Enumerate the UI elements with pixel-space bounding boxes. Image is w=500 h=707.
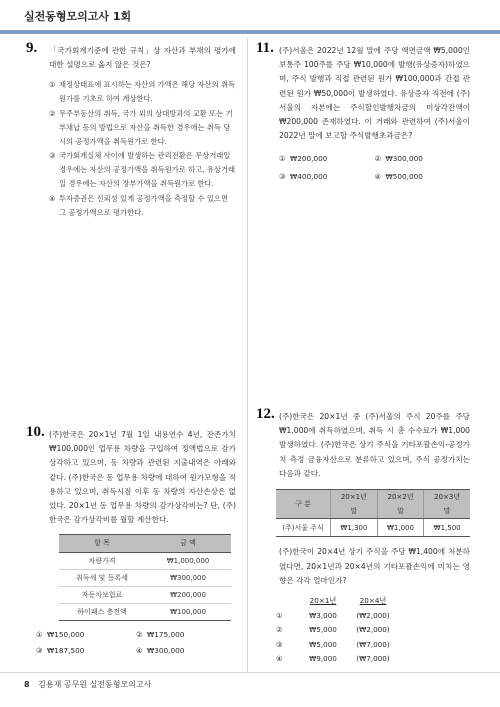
table-header: 항 목: [59, 535, 145, 552]
option-1[interactable]: ① ₩150,000: [36, 630, 85, 640]
option-4[interactable]: ④ ₩500,000: [374, 172, 423, 182]
option-4[interactable]: ④ 투자증권은 신뢰성 있게 공정가액을 측정할 수 있으면 그 공정가액으로 평가한다.: [49, 193, 228, 217]
table-row: 하이패스 충전액 ₩100,000: [59, 604, 231, 621]
header-bar: [0, 30, 500, 34]
option-3[interactable]: ③ ₩187,500: [36, 646, 85, 656]
option-1[interactable]: ① ₩200,000: [279, 154, 328, 164]
footer-rule: [0, 672, 500, 673]
fair-value-table: [276, 489, 470, 537]
option-3[interactable]: ③ ₩5,000 (₩7,000): [276, 639, 390, 649]
table-row: 취득세 및 등록세 ₩300,000: [59, 569, 231, 586]
option-list: [256, 153, 470, 183]
option-list: [26, 629, 236, 657]
table-header: 20×1년 말: [331, 490, 378, 519]
question-number: 10.: [26, 424, 45, 440]
question-number: 12.: [256, 406, 275, 422]
option-1[interactable]: ① ₩3,000 (₩2,000): [276, 610, 390, 620]
table-row: 자동차보험료 ₩200,000: [59, 587, 231, 604]
question-stem: (주)서울은 2022년 12월 말에 주당 액면금액 ₩5,000인 보통주 100주를 주당 ₩10,000에 발행(유상증자)하였으며, 주식 발행과 직접 관련된 원가 ₩100,000과 간접 관련된 원가 ₩50,000이 발생하였다. 유상증자 직전에 (주)서울의 자본에는 주식할인발행차금의 미상각잔액이 ₩200,000 존재하였다. 이 거래와 관련하여 (주)서울이 2022년 말에 보고할 주식발행초과금은?: [279, 46, 470, 141]
option-3[interactable]: ③ 국가회계실체 사이에 발생하는 관리전환은 무상거래일 경우에는 자산의 공정가액을 취득원가로 하고, 유상거래일 경우에는 자산의 장부가액을 취득원가로 한다.: [49, 151, 236, 188]
column-divider: [247, 38, 248, 672]
question-9: [26, 40, 236, 220]
table-header: 20×2년 말: [377, 490, 424, 519]
question-stem: (주)한국은 20×1년 중 (주)서울의 주식 20주를 주당 ₩1,000에 취득하였으며, 취득 시 총 수수료가 ₩1,000 발생하였다. (주)한국은 상기 주식을 기타포괄손익-공정가치 측정 금융자산으로 분류하고 있으며, 주식 공정가치는 다음과 같다.: [279, 412, 470, 478]
option-2[interactable]: ② ₩300,000: [374, 154, 423, 164]
option-list: [256, 594, 470, 667]
exam-title: 실전동형모의고사 1회: [24, 10, 132, 23]
option-headers: 20×1년 20×4년: [309, 596, 387, 606]
option-4[interactable]: ④ ₩300,000: [136, 646, 185, 656]
option-list: [26, 78, 236, 219]
page-number: 8: [24, 680, 30, 689]
question-number: 11.: [256, 40, 274, 56]
question-number: 9.: [26, 40, 38, 56]
question-12: [256, 406, 470, 667]
question-10: [26, 424, 236, 657]
question-11: [256, 40, 470, 183]
option-2[interactable]: ② 무주부동산의 취득, 국가 외의 상대방과의 교환 또는 기부채납 등의 방법으로 자산을 취득한 경우에는 취득 당시의 공정가액을 취득원가로 한다.: [49, 109, 233, 146]
footer-text: 김용재 공무원 실전동형모의고사: [38, 680, 152, 689]
table-row: (주)서울 주식 ₩1,300 ₩1,000 ₩1,500: [276, 519, 470, 537]
table-header: 금 액: [145, 535, 231, 552]
question-stem-continued: (주)한국이 20×4년 상기 주식을 주당 ₩1,400에 처분하였다면, 20×1년과 20×4년의 기타포괄손익에 미치는 영향은 각각 얼마인가?: [279, 547, 470, 585]
page-footer: [24, 679, 151, 690]
table-header: 구 분: [276, 490, 331, 519]
table-header: 20×3년 말: [424, 490, 470, 519]
page-header: [0, 0, 500, 30]
question-stem: (주)한국은 20×1년 7월 1일 내용연수 4년, 잔존가치 ₩100,000인 업무용 차량을 구입하여 정액법으로 감가상각하고 있으며, 동 차량과 관련된 지출내역은 아래와 같다. (주)한국은 동 업무용 차량에 대하여 원가모형을 적용하고 있으며, 취득시점 이후 동 차량의 자산손상은 없었다. 20×1년 동 업무용 차량의 감가상각비는? 단, (주)한국은 감가상각비를 월할 계산한다.: [49, 430, 236, 525]
question-stem: 「국가회계기준에 관한 규칙」상 자산과 부채의 평가에 대한 설명으로 옳지 않은 것은?: [49, 46, 236, 70]
option-4[interactable]: ④ ₩9,000 (₩7,000): [276, 654, 390, 664]
table-row: 차량가격 ₩1,000,000: [59, 552, 231, 569]
option-2[interactable]: ② ₩5,000 (₩2,000): [276, 625, 390, 635]
option-2[interactable]: ② ₩175,000: [136, 630, 185, 640]
option-3[interactable]: ③ ₩400,000: [279, 172, 328, 182]
option-1[interactable]: ① 재정상태표에 표시하는 자산의 가액은 해당 자산의 취득원가를 기초로 하여 계상한다.: [49, 80, 236, 104]
expense-table: [59, 534, 231, 621]
